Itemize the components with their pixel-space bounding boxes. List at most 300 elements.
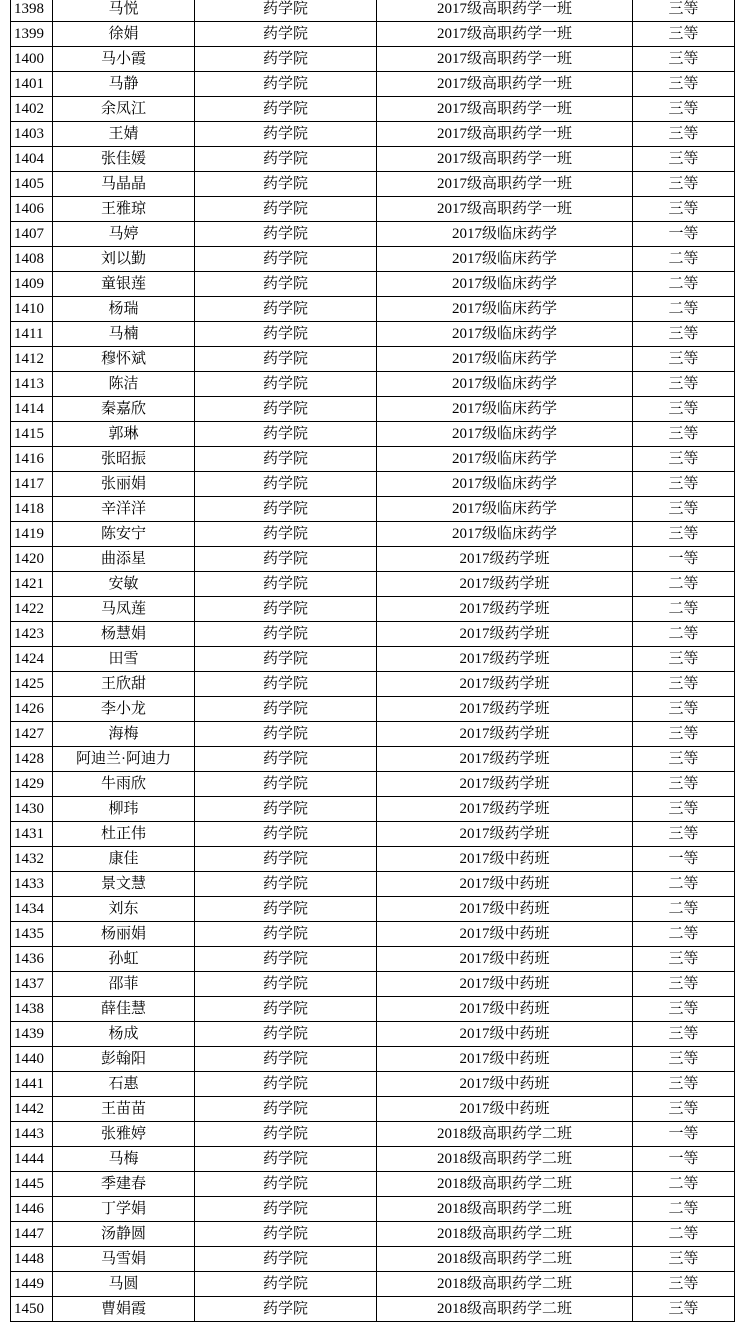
row-number: 1427 (11, 722, 53, 747)
award-grade: 三等 (633, 772, 735, 797)
student-name: 丁学娟 (53, 1197, 195, 1222)
row-number: 1438 (11, 997, 53, 1022)
class-name: 2017级临床药学 (377, 447, 633, 472)
row-number: 1406 (11, 197, 53, 222)
student-name: 秦嘉欣 (53, 397, 195, 422)
row-number: 1429 (11, 772, 53, 797)
award-grade: 三等 (633, 1072, 735, 1097)
award-grade: 三等 (633, 97, 735, 122)
row-number: 1424 (11, 647, 53, 672)
college-name: 药学院 (195, 1022, 377, 1047)
table-row (11, 572, 735, 597)
table-row (11, 747, 735, 772)
student-name: 杨丽娟 (53, 922, 195, 947)
row-number: 1417 (11, 472, 53, 497)
college-name: 药学院 (195, 972, 377, 997)
award-grade: 三等 (633, 1047, 735, 1072)
student-name: 安敏 (53, 572, 195, 597)
class-name: 2017级中药班 (377, 847, 633, 872)
row-number: 1418 (11, 497, 53, 522)
college-name: 药学院 (195, 797, 377, 822)
row-number: 1401 (11, 72, 53, 97)
award-grade: 三等 (633, 1297, 735, 1322)
student-name: 张丽娟 (53, 472, 195, 497)
award-grade: 三等 (633, 722, 735, 747)
class-name: 2017级临床药学 (377, 472, 633, 497)
award-grade: 二等 (633, 922, 735, 947)
college-name: 药学院 (195, 447, 377, 472)
college-name: 药学院 (195, 247, 377, 272)
row-number: 1433 (11, 872, 53, 897)
row-number: 1443 (11, 1122, 53, 1147)
row-number: 1437 (11, 972, 53, 997)
class-name: 2017级临床药学 (377, 497, 633, 522)
class-name: 2017级药学班 (377, 572, 633, 597)
class-name: 2018级高职药学二班 (377, 1272, 633, 1297)
row-number: 1439 (11, 1022, 53, 1047)
class-name: 2017级临床药学 (377, 322, 633, 347)
award-grade: 三等 (633, 322, 735, 347)
student-name: 阿迪兰·阿迪力 (53, 747, 195, 772)
row-number: 1407 (11, 222, 53, 247)
college-name: 药学院 (195, 1247, 377, 1272)
class-name: 2017级高职药学一班 (377, 172, 633, 197)
row-number: 1432 (11, 847, 53, 872)
college-name: 药学院 (195, 1197, 377, 1222)
table-row (11, 922, 735, 947)
row-number: 1421 (11, 572, 53, 597)
class-name: 2017级药学班 (377, 772, 633, 797)
row-number: 1409 (11, 272, 53, 297)
award-grade: 三等 (633, 447, 735, 472)
row-number: 1448 (11, 1247, 53, 1272)
student-name: 李小龙 (53, 697, 195, 722)
college-name: 药学院 (195, 322, 377, 347)
class-name: 2017级中药班 (377, 922, 633, 947)
student-name: 马雪娟 (53, 1247, 195, 1272)
class-name: 2017级药学班 (377, 722, 633, 747)
table-row (11, 1222, 735, 1247)
award-grade: 三等 (633, 1097, 735, 1122)
award-grade: 三等 (633, 1272, 735, 1297)
award-grade: 三等 (633, 122, 735, 147)
student-name: 马楠 (53, 322, 195, 347)
student-name: 彭翰阳 (53, 1047, 195, 1072)
award-grade: 二等 (633, 597, 735, 622)
class-name: 2017级高职药学一班 (377, 197, 633, 222)
table-row (11, 1022, 735, 1047)
row-number: 1402 (11, 97, 53, 122)
table-row (11, 1197, 735, 1222)
college-name: 药学院 (195, 422, 377, 447)
college-name: 药学院 (195, 1272, 377, 1297)
table-row (11, 622, 735, 647)
table-row (11, 322, 735, 347)
class-name: 2017级高职药学一班 (377, 147, 633, 172)
class-name: 2017级药学班 (377, 747, 633, 772)
award-grade: 三等 (633, 0, 735, 22)
row-number: 1423 (11, 622, 53, 647)
student-name: 辛洋洋 (53, 497, 195, 522)
student-name: 薛佳慧 (53, 997, 195, 1022)
row-number: 1428 (11, 747, 53, 772)
class-name: 2017级临床药学 (377, 222, 633, 247)
table-row (11, 1272, 735, 1297)
award-list-table (10, 0, 735, 1322)
college-name: 药学院 (195, 272, 377, 297)
student-name: 王欣甜 (53, 672, 195, 697)
award-grade: 三等 (633, 422, 735, 447)
class-name: 2017级药学班 (377, 797, 633, 822)
award-list-body (11, 0, 735, 1322)
table-row (11, 397, 735, 422)
class-name: 2017级临床药学 (377, 522, 633, 547)
class-name: 2017级中药班 (377, 1097, 633, 1122)
award-grade: 三等 (633, 672, 735, 697)
award-grade: 二等 (633, 1222, 735, 1247)
class-name: 2017级中药班 (377, 997, 633, 1022)
award-grade: 一等 (633, 222, 735, 247)
award-grade: 三等 (633, 22, 735, 47)
table-row (11, 122, 735, 147)
class-name: 2017级高职药学一班 (377, 22, 633, 47)
student-name: 陈洁 (53, 372, 195, 397)
table-row (11, 422, 735, 447)
college-name: 药学院 (195, 472, 377, 497)
student-name: 张昭振 (53, 447, 195, 472)
table-row (11, 1122, 735, 1147)
class-name: 2017级药学班 (377, 547, 633, 572)
award-grade: 一等 (633, 847, 735, 872)
college-name: 药学院 (195, 1297, 377, 1322)
student-name: 王雅琼 (53, 197, 195, 222)
class-name: 2018级高职药学二班 (377, 1197, 633, 1222)
class-name: 2017级药学班 (377, 822, 633, 847)
college-name: 药学院 (195, 547, 377, 572)
student-name: 柳玮 (53, 797, 195, 822)
class-name: 2017级临床药学 (377, 422, 633, 447)
row-number: 1426 (11, 697, 53, 722)
class-name: 2018级高职药学二班 (377, 1222, 633, 1247)
student-name: 童银莲 (53, 272, 195, 297)
student-name: 马圆 (53, 1272, 195, 1297)
college-name: 药学院 (195, 72, 377, 97)
row-number: 1444 (11, 1147, 53, 1172)
table-row (11, 822, 735, 847)
award-grade: 二等 (633, 247, 735, 272)
class-name: 2017级临床药学 (377, 297, 633, 322)
table-row (11, 722, 735, 747)
row-number: 1415 (11, 422, 53, 447)
row-number: 1431 (11, 822, 53, 847)
award-grade: 二等 (633, 897, 735, 922)
student-name: 石惠 (53, 1072, 195, 1097)
student-name: 陈安宁 (53, 522, 195, 547)
class-name: 2017级药学班 (377, 672, 633, 697)
class-name: 2017级药学班 (377, 597, 633, 622)
college-name: 药学院 (195, 897, 377, 922)
college-name: 药学院 (195, 722, 377, 747)
row-number: 1425 (11, 672, 53, 697)
row-number: 1416 (11, 447, 53, 472)
row-number: 1420 (11, 547, 53, 572)
table-row (11, 872, 735, 897)
student-name: 王婧 (53, 122, 195, 147)
row-number: 1434 (11, 897, 53, 922)
college-name: 药学院 (195, 1072, 377, 1097)
award-grade: 三等 (633, 1022, 735, 1047)
table-row (11, 997, 735, 1022)
table-row (11, 22, 735, 47)
college-name: 药学院 (195, 0, 377, 22)
award-grade: 三等 (633, 747, 735, 772)
class-name: 2017级高职药学一班 (377, 97, 633, 122)
student-name: 杨瑞 (53, 297, 195, 322)
award-grade: 二等 (633, 622, 735, 647)
row-number: 1449 (11, 1272, 53, 1297)
class-name: 2018级高职药学二班 (377, 1172, 633, 1197)
award-grade: 三等 (633, 1247, 735, 1272)
award-grade: 三等 (633, 47, 735, 72)
student-name: 马小霞 (53, 47, 195, 72)
table-row (11, 47, 735, 72)
college-name: 药学院 (195, 647, 377, 672)
table-row (11, 797, 735, 822)
table-row (11, 522, 735, 547)
college-name: 药学院 (195, 222, 377, 247)
award-grade: 二等 (633, 272, 735, 297)
award-grade: 三等 (633, 147, 735, 172)
student-name: 孙虹 (53, 947, 195, 972)
row-number: 1398 (11, 0, 53, 22)
college-name: 药学院 (195, 822, 377, 847)
student-name: 张雅婷 (53, 1122, 195, 1147)
student-name: 马悦 (53, 0, 195, 22)
table-row (11, 547, 735, 572)
class-name: 2017级高职药学一班 (377, 47, 633, 72)
class-name: 2017级药学班 (377, 647, 633, 672)
class-name: 2017级中药班 (377, 1072, 633, 1097)
college-name: 药学院 (195, 397, 377, 422)
college-name: 药学院 (195, 597, 377, 622)
table-row (11, 472, 735, 497)
table-row (11, 372, 735, 397)
class-name: 2017级临床药学 (377, 397, 633, 422)
row-number: 1414 (11, 397, 53, 422)
award-grade: 三等 (633, 472, 735, 497)
row-number: 1403 (11, 122, 53, 147)
student-name: 郭琳 (53, 422, 195, 447)
award-grade: 二等 (633, 872, 735, 897)
college-name: 药学院 (195, 1172, 377, 1197)
college-name: 药学院 (195, 347, 377, 372)
row-number: 1405 (11, 172, 53, 197)
class-name: 2018级高职药学二班 (377, 1247, 633, 1272)
award-grade: 三等 (633, 647, 735, 672)
table-row (11, 97, 735, 122)
student-name: 邵菲 (53, 972, 195, 997)
table-row (11, 172, 735, 197)
student-name: 田雪 (53, 647, 195, 672)
award-grade: 三等 (633, 947, 735, 972)
student-name: 马晶晶 (53, 172, 195, 197)
college-name: 药学院 (195, 922, 377, 947)
row-number: 1436 (11, 947, 53, 972)
college-name: 药学院 (195, 1047, 377, 1072)
row-number: 1399 (11, 22, 53, 47)
student-name: 张佳媛 (53, 147, 195, 172)
college-name: 药学院 (195, 947, 377, 972)
row-number: 1412 (11, 347, 53, 372)
award-grade: 一等 (633, 1122, 735, 1147)
row-number: 1450 (11, 1297, 53, 1322)
college-name: 药学院 (195, 22, 377, 47)
college-name: 药学院 (195, 172, 377, 197)
table-row (11, 222, 735, 247)
table-row (11, 847, 735, 872)
college-name: 药学院 (195, 1122, 377, 1147)
award-grade: 三等 (633, 197, 735, 222)
class-name: 2017级高职药学一班 (377, 122, 633, 147)
table-row (11, 1097, 735, 1122)
student-name: 牛雨欣 (53, 772, 195, 797)
class-name: 2017级中药班 (377, 872, 633, 897)
table-row (11, 0, 735, 22)
college-name: 药学院 (195, 697, 377, 722)
award-grade: 三等 (633, 397, 735, 422)
college-name: 药学院 (195, 1147, 377, 1172)
college-name: 药学院 (195, 122, 377, 147)
award-grade: 三等 (633, 697, 735, 722)
row-number: 1446 (11, 1197, 53, 1222)
row-number: 1435 (11, 922, 53, 947)
class-name: 2017级中药班 (377, 947, 633, 972)
student-name: 王苗苗 (53, 1097, 195, 1122)
class-name: 2017级药学班 (377, 697, 633, 722)
table-row (11, 1072, 735, 1097)
table-row (11, 272, 735, 297)
college-name: 药学院 (195, 572, 377, 597)
table-row (11, 672, 735, 697)
student-name: 马梅 (53, 1147, 195, 1172)
student-name: 刘东 (53, 897, 195, 922)
student-name: 季建春 (53, 1172, 195, 1197)
college-name: 药学院 (195, 147, 377, 172)
student-name: 景文慧 (53, 872, 195, 897)
award-grade: 三等 (633, 347, 735, 372)
row-number: 1440 (11, 1047, 53, 1072)
table-row (11, 347, 735, 372)
class-name: 2018级高职药学二班 (377, 1122, 633, 1147)
class-name: 2018级高职药学二班 (377, 1297, 633, 1322)
table-row (11, 697, 735, 722)
row-number: 1422 (11, 597, 53, 622)
award-grade: 三等 (633, 797, 735, 822)
college-name: 药学院 (195, 47, 377, 72)
table-row (11, 597, 735, 622)
college-name: 药学院 (195, 997, 377, 1022)
class-name: 2017级高职药学一班 (377, 72, 633, 97)
college-name: 药学院 (195, 522, 377, 547)
table-row (11, 772, 735, 797)
student-name: 汤静圆 (53, 1222, 195, 1247)
award-grade: 三等 (633, 822, 735, 847)
award-grade: 三等 (633, 372, 735, 397)
college-name: 药学院 (195, 847, 377, 872)
table-row (11, 447, 735, 472)
college-name: 药学院 (195, 1097, 377, 1122)
student-name: 杨成 (53, 1022, 195, 1047)
table-row (11, 1147, 735, 1172)
class-name: 2017级中药班 (377, 897, 633, 922)
student-name: 马静 (53, 72, 195, 97)
table-row (11, 497, 735, 522)
table-row (11, 247, 735, 272)
table-row (11, 647, 735, 672)
college-name: 药学院 (195, 747, 377, 772)
college-name: 药学院 (195, 672, 377, 697)
table-row (11, 197, 735, 222)
class-name: 2017级中药班 (377, 972, 633, 997)
college-name: 药学院 (195, 497, 377, 522)
award-grade: 二等 (633, 572, 735, 597)
college-name: 药学院 (195, 772, 377, 797)
row-number: 1400 (11, 47, 53, 72)
student-name: 徐娟 (53, 22, 195, 47)
table-row (11, 1172, 735, 1197)
table-row (11, 72, 735, 97)
student-name: 海梅 (53, 722, 195, 747)
table-row (11, 147, 735, 172)
award-grade: 三等 (633, 997, 735, 1022)
table-row (11, 1247, 735, 1272)
college-name: 药学院 (195, 297, 377, 322)
class-name: 2017级高职药学一班 (377, 0, 633, 22)
class-name: 2017级中药班 (377, 1047, 633, 1072)
student-name: 马凤莲 (53, 597, 195, 622)
student-name: 马婷 (53, 222, 195, 247)
college-name: 药学院 (195, 1222, 377, 1247)
row-number: 1411 (11, 322, 53, 347)
college-name: 药学院 (195, 97, 377, 122)
award-grade: 三等 (633, 172, 735, 197)
class-name: 2017级临床药学 (377, 247, 633, 272)
class-name: 2017级临床药学 (377, 272, 633, 297)
row-number: 1442 (11, 1097, 53, 1122)
award-grade: 三等 (633, 972, 735, 997)
table-row (11, 297, 735, 322)
table-row (11, 947, 735, 972)
award-grade: 三等 (633, 522, 735, 547)
award-grade: 二等 (633, 1172, 735, 1197)
award-grade: 一等 (633, 547, 735, 572)
class-name: 2017级临床药学 (377, 347, 633, 372)
award-grade: 三等 (633, 72, 735, 97)
student-name: 杨慧娟 (53, 622, 195, 647)
student-name: 曹娟霞 (53, 1297, 195, 1322)
row-number: 1447 (11, 1222, 53, 1247)
student-name: 穆怀斌 (53, 347, 195, 372)
student-name: 余凤江 (53, 97, 195, 122)
row-number: 1445 (11, 1172, 53, 1197)
row-number: 1410 (11, 297, 53, 322)
row-number: 1404 (11, 147, 53, 172)
award-grade: 三等 (633, 497, 735, 522)
college-name: 药学院 (195, 197, 377, 222)
row-number: 1408 (11, 247, 53, 272)
college-name: 药学院 (195, 372, 377, 397)
award-grade: 二等 (633, 1197, 735, 1222)
